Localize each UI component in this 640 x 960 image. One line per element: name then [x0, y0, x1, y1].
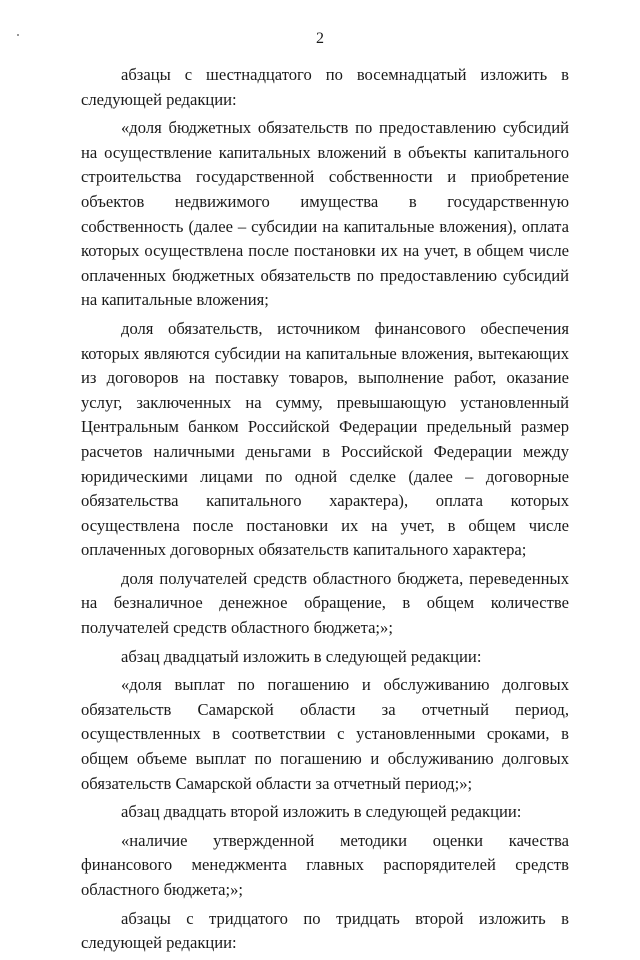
page-number: 2 [316, 30, 324, 47]
paragraph-amendment-22: абзац двадцать второй изложить в следующей редакции: [121, 802, 522, 822]
paragraph-amendment-20: абзац двадцатый изложить в следующей редакции: [121, 646, 482, 666]
paragraph-financial-management-method: «наличие утвержденной методики оценки качества финансового менеджмента главных распорядителей средств областного бюджета;»; [81, 830, 569, 899]
document-body [81, 63, 569, 960]
paragraph-amendment-16-18: абзацы с шестнадцатого по восемнадцатый изложить в следующей редакции: [81, 65, 569, 109]
paragraph-cashless-recipients-share: доля получателей средств областного бюджета, переведенных на безналичное денежное обращение, в общем количестве получателей средств областного бюджета;»; [81, 568, 569, 638]
paragraph-amendment-30-32: абзацы с тридцатого по тридцать второй изложить в следующей редакции: [81, 908, 569, 953]
paragraph-capital-subsidies-share: «доля бюджетных обязательств по предоставлению субсидий на осуществление капитальных вложений в объекты капитального строительства государственной собственности и приобретение объектов недвижимого имущества в государственную собственность (далее – субсидии на капитальные вложения), оплата которых осуществлена после постановки их на учет, в общем числе оплаченных бюджетных обязательств по предоставлению субсидий на капитальные вложения; [81, 118, 569, 310]
paragraph-debt-payments-share: «доля выплат по погашению и обслуживанию долговых обязательств Самарской области за отчетный период, осуществленных в соответствии с установленными сроками, в общем объеме выплат по погашению и обслуживанию долговых обязательств Самарской области за отчетный период;»; [81, 675, 569, 793]
paragraph-contract-obligations-share: доля обязательств, источником финансового обеспечения которых являются субсидии на капитальные вложения, вытекающих из договоров на поставку товаров, выполнение работ, оказание услуг, заключенных на сумму, превышающую установленный Центральным банком Российской Федерации предельный размер расчетов наличными деньгами в Российской Федерации между юридическими лицами по одной сделке (далее – договорные обязательства капитального характера), оплата которых осуществлена после постановки их на учет, в общем числе оплаченных договорных обязательств капитального характера; [81, 318, 569, 560]
